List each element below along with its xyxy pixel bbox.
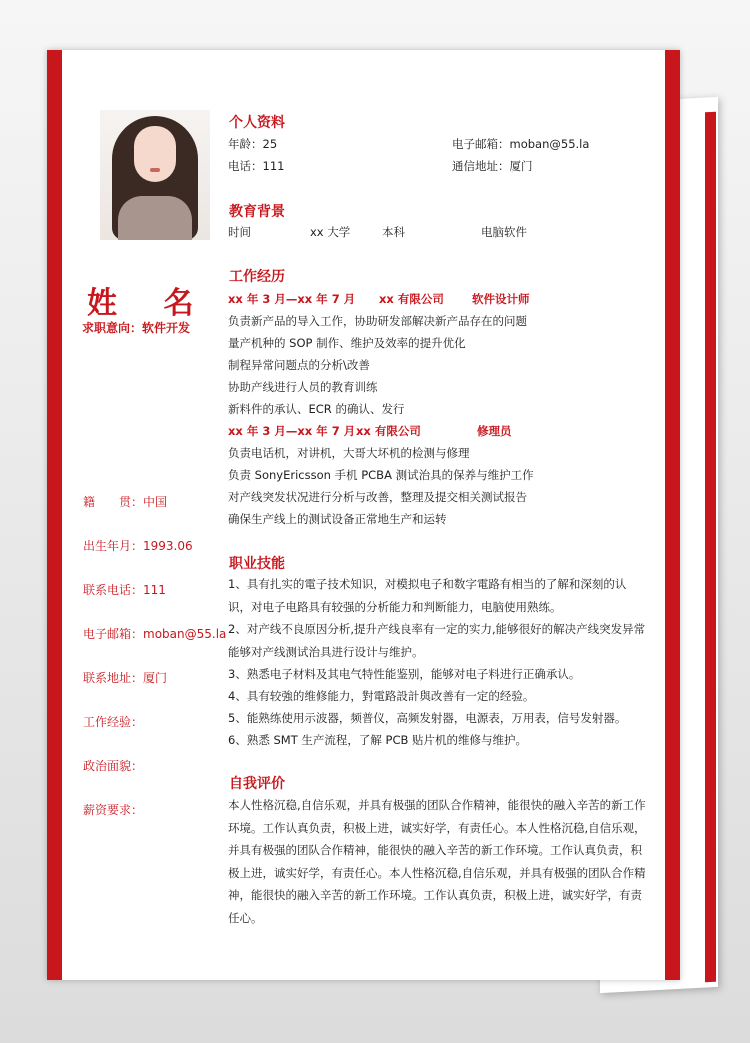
job-company: xx 有限公司 (356, 424, 421, 438)
candidate-name: 姓 名 (87, 286, 212, 321)
job-duty: 量产机种的 SOP 制作、维护及效率的提升优化 (228, 336, 466, 350)
side-info-label: 电子邮箱： (83, 627, 144, 641)
self-evaluation-text: 本人性格沉稳,自信乐观，并具有极强的团队合作精神，能很快的融入辛苦的新工作环境。工作认真负责，积极上进，诚实好学，有责任心。本人性格沉稳,自信乐观，并具有极强的团队合作精神，能很快的融入辛苦的新工作环境。工作认真负责，积极上进，诚实好学，有责任心。本人性格沉稳,自信乐观，并具有极强的团队合作精神，能很快的融入辛苦的新工作环境。工作认真负责，积极上进，诚实好学，有责任心。 (228, 798, 646, 925)
side-info-phone (83, 581, 166, 598)
section-title-personal: 个人资料 (229, 115, 285, 131)
left-accent-bar (47, 50, 62, 980)
side-info-political (83, 757, 143, 774)
side-info-birth (83, 537, 193, 554)
education-degree: 本科 (382, 225, 405, 239)
skill-item: 3、熟悉电子材料及其电气特性能鉴别，能够对电子料进行正确承认。 (228, 667, 581, 681)
skill-item: 1、具有扎实的電子技术知识，对模拟电子和数字電路有相当的了解和深刻的认识，对电子电路具有较强的分析能力和判断能力，电脑使用熟练。 (228, 577, 627, 614)
job-duty: 负责新产品的导入工作，协助研发部解决新产品存在的问题 (228, 314, 527, 328)
education-time: 时间 (228, 225, 251, 239)
right-accent-bar (665, 50, 680, 980)
side-info-label: 政治面貌： (83, 759, 144, 773)
skill-item: 6、熟悉 SMT 生产流程，了解 PCB 贴片机的维修与维护。 (228, 733, 528, 747)
section-title-education: 教育背景 (229, 204, 285, 220)
section-title-skills: 职业技能 (229, 556, 285, 572)
side-info-value: 厦门 (143, 671, 168, 685)
personal-phone: 电话：111 (228, 159, 285, 173)
personal-age: 年龄：25 (228, 137, 278, 151)
side-info-value: 1993.06 (143, 539, 193, 553)
profile-photo (100, 110, 210, 240)
job-duty: 负责电话机，对讲机，大哥大坏机的检测与修理 (228, 446, 470, 460)
skill-item: 5、能熟练使用示波器，频普仪，高频发射器，电源表，万用表，信号发射器。 (228, 711, 627, 725)
side-info-value: moban@55.la (143, 627, 227, 641)
side-info-label: 薪资要求： (83, 803, 144, 817)
job-period: xx 年 3 月—xx 年 7 月 (228, 424, 356, 438)
job-duty: 制程异常问题点的分析\改善 (228, 358, 370, 372)
education-school: xx 大学 (310, 225, 351, 239)
side-info-label: 工作经验： (83, 715, 144, 729)
job-intent-label: 求职意向： (82, 321, 143, 335)
side-info-experience (83, 713, 143, 730)
job-position: 软件设计师 (472, 292, 530, 306)
job-duty: 协助产线进行人员的教育训练 (228, 380, 378, 394)
personal-address: 通信地址：厦门 (452, 159, 533, 173)
side-info-hometown (83, 493, 167, 510)
skill-item: 4、具有较強的维修能力，對電路設計與改善有一定的经验。 (228, 689, 535, 703)
side-info-address (83, 669, 167, 686)
job-company: xx 有限公司 (379, 292, 444, 306)
job-position: 修理员 (477, 424, 512, 438)
side-info-label: 联系地址： (83, 671, 144, 685)
job-duty: 对产线突发状况进行分析与改善，整理及提交相关测试报告 (228, 490, 527, 504)
section-title-evaluation: 自我评价 (229, 776, 285, 792)
side-info-email (83, 625, 226, 642)
job-period: xx 年 3 月—xx 年 7 月 (228, 292, 356, 306)
back-sheet-accent-bar (705, 112, 716, 983)
side-info-label: 联系电话： (83, 583, 144, 597)
side-info-value: 111 (143, 583, 166, 597)
side-info-salary (83, 801, 143, 818)
job-intent-value: 软件开发 (142, 321, 191, 335)
section-title-work: 工作经历 (229, 269, 285, 285)
resume-page (47, 50, 680, 980)
side-info-label: 出生年月： (83, 539, 144, 553)
personal-email: 电子邮箱：moban@55.la (452, 137, 590, 151)
job-duty: 负责 SonyEricsson 手机 PCBA 测试治具的保养与维护工作 (228, 468, 534, 482)
skill-item: 2、对产线不良原因分析,提升产线良率有一定的实力,能够很好的解决产线突发异常能够对产线测试治具进行设计与维护。 (228, 622, 646, 659)
education-major: 电脑软件 (481, 225, 527, 239)
job-intent (82, 319, 190, 336)
side-info-label: 籍 贯： (83, 495, 144, 509)
job-duty: 确保生产线上的测试设备正常地生产和运转 (228, 512, 447, 526)
job-duty: 新料件的承认、ECR 的确认、发行 (228, 402, 405, 416)
side-info-value: 中国 (143, 495, 168, 509)
